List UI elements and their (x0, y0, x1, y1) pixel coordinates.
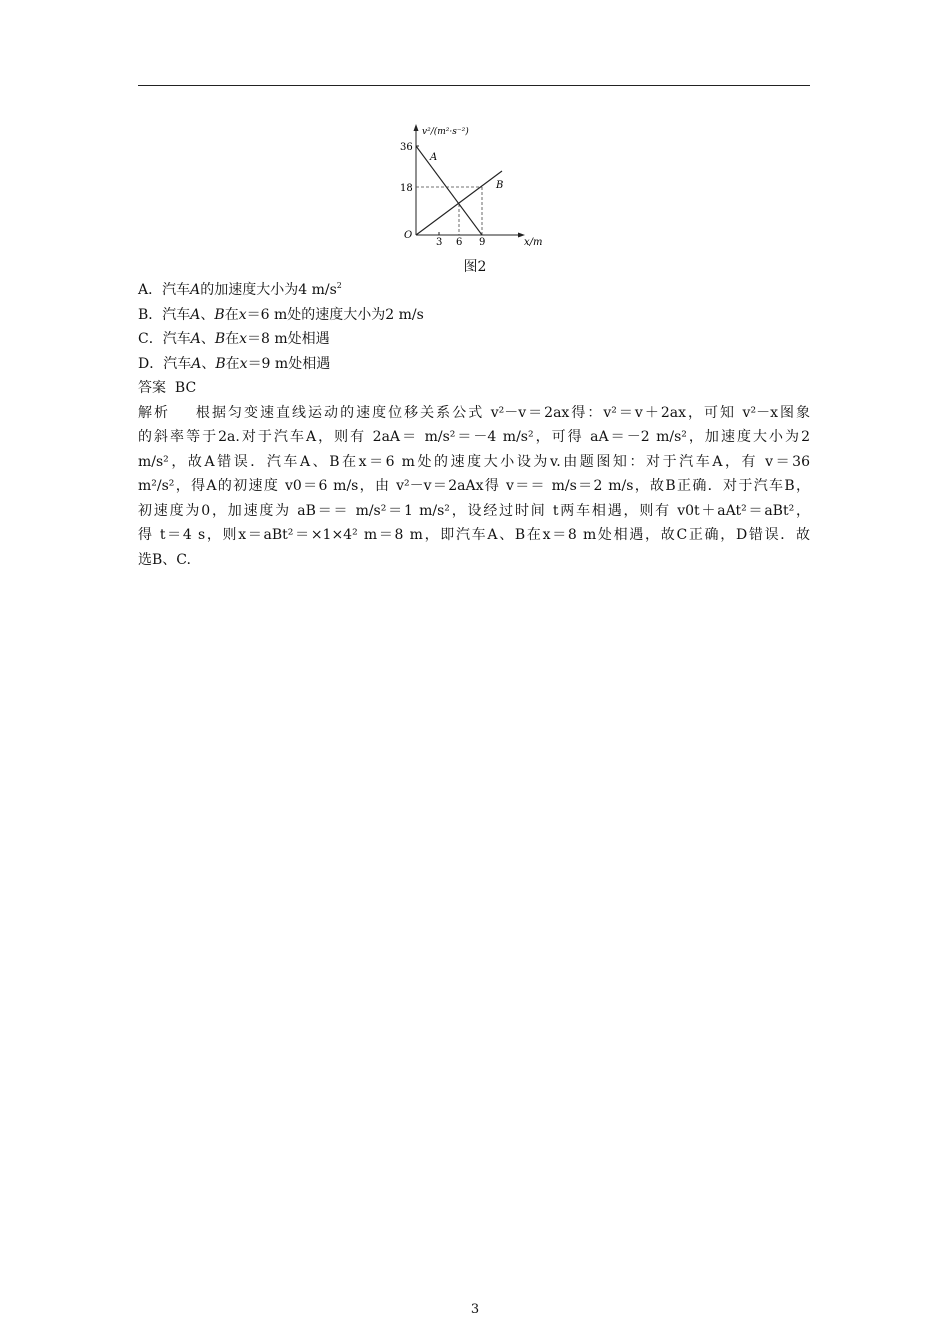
v2-x-graph (395, 120, 555, 250)
x-axis-label: x/m (524, 237, 543, 248)
option-a: A．汽车A的加速度大小为4 $m/s^2$ (138, 281, 342, 298)
analysis-line-3: m/s²，故A错误．汽车A、B在x＝6 m处的速度大小设为v.由题图知：对于汽车A，有 v＝36 (138, 453, 810, 470)
x-tick-label-3: 3 (436, 237, 443, 248)
answer: 答案 BC (138, 380, 197, 396)
x-tick-label-9: 9 (479, 237, 486, 248)
analysis-line-7: 选B、C. (138, 551, 191, 568)
analysis-line-1: 解析 根据匀变速直线运动的速度位移关系公式 v²－v＝2ax得：v²＝v＋2ax，可知 v²－x图象 (138, 404, 810, 421)
analysis-line-4: m²/s²，得A的初速度 v0＝6 m/s，由 v²－v＝2aAx得 v＝＝ m/s＝2 m/s，故B正确．对于汽车B， (138, 478, 810, 494)
analysis-line-5: 初速度为0，加速度为 aB＝＝ m/s²＝1 m/s²，设经过时间 t两车相遇，则有 v0t＋aAt²＝aBt²， (138, 502, 810, 519)
option-c: C．汽车A、B在x＝8 m处相遇 (138, 331, 330, 347)
line-a (416, 146, 482, 235)
y-axis-arrow-icon (414, 124, 419, 131)
y-axis-label: v²/(m²·s⁻²) (422, 127, 469, 137)
page-number: 3 (470, 1302, 480, 1317)
question-content (138, 278, 810, 572)
x-tick-label-6: 6 (456, 237, 463, 248)
line-b-label: B (496, 180, 504, 191)
option-d: D．汽车A、B在x＝9 m处相遇 (138, 355, 331, 372)
analysis-line-2: 的斜率等于2a.对于汽车A，则有 2aA＝ m/s²＝－4 m/s²，可得 aA＝－2 m/s²，加速度大小为2 (138, 429, 810, 445)
analysis-line-6: 得 t＝4 s，则x＝aBt²＝×1×4² m＝8 m，即汽车A、B在x＝8 m处相遇，故C正确，D错误．故 (138, 527, 810, 543)
figure-caption: 图2 (463, 259, 487, 275)
option-b: B．汽车A、B在x＝6 m处的速度大小为2 m/s (138, 306, 424, 323)
y-tick-label-36: 36 (400, 142, 413, 153)
y-tick-label-18: 18 (400, 183, 413, 194)
line-a-label: A (430, 152, 438, 163)
header-rule (138, 85, 810, 86)
origin-label: O (404, 230, 413, 241)
